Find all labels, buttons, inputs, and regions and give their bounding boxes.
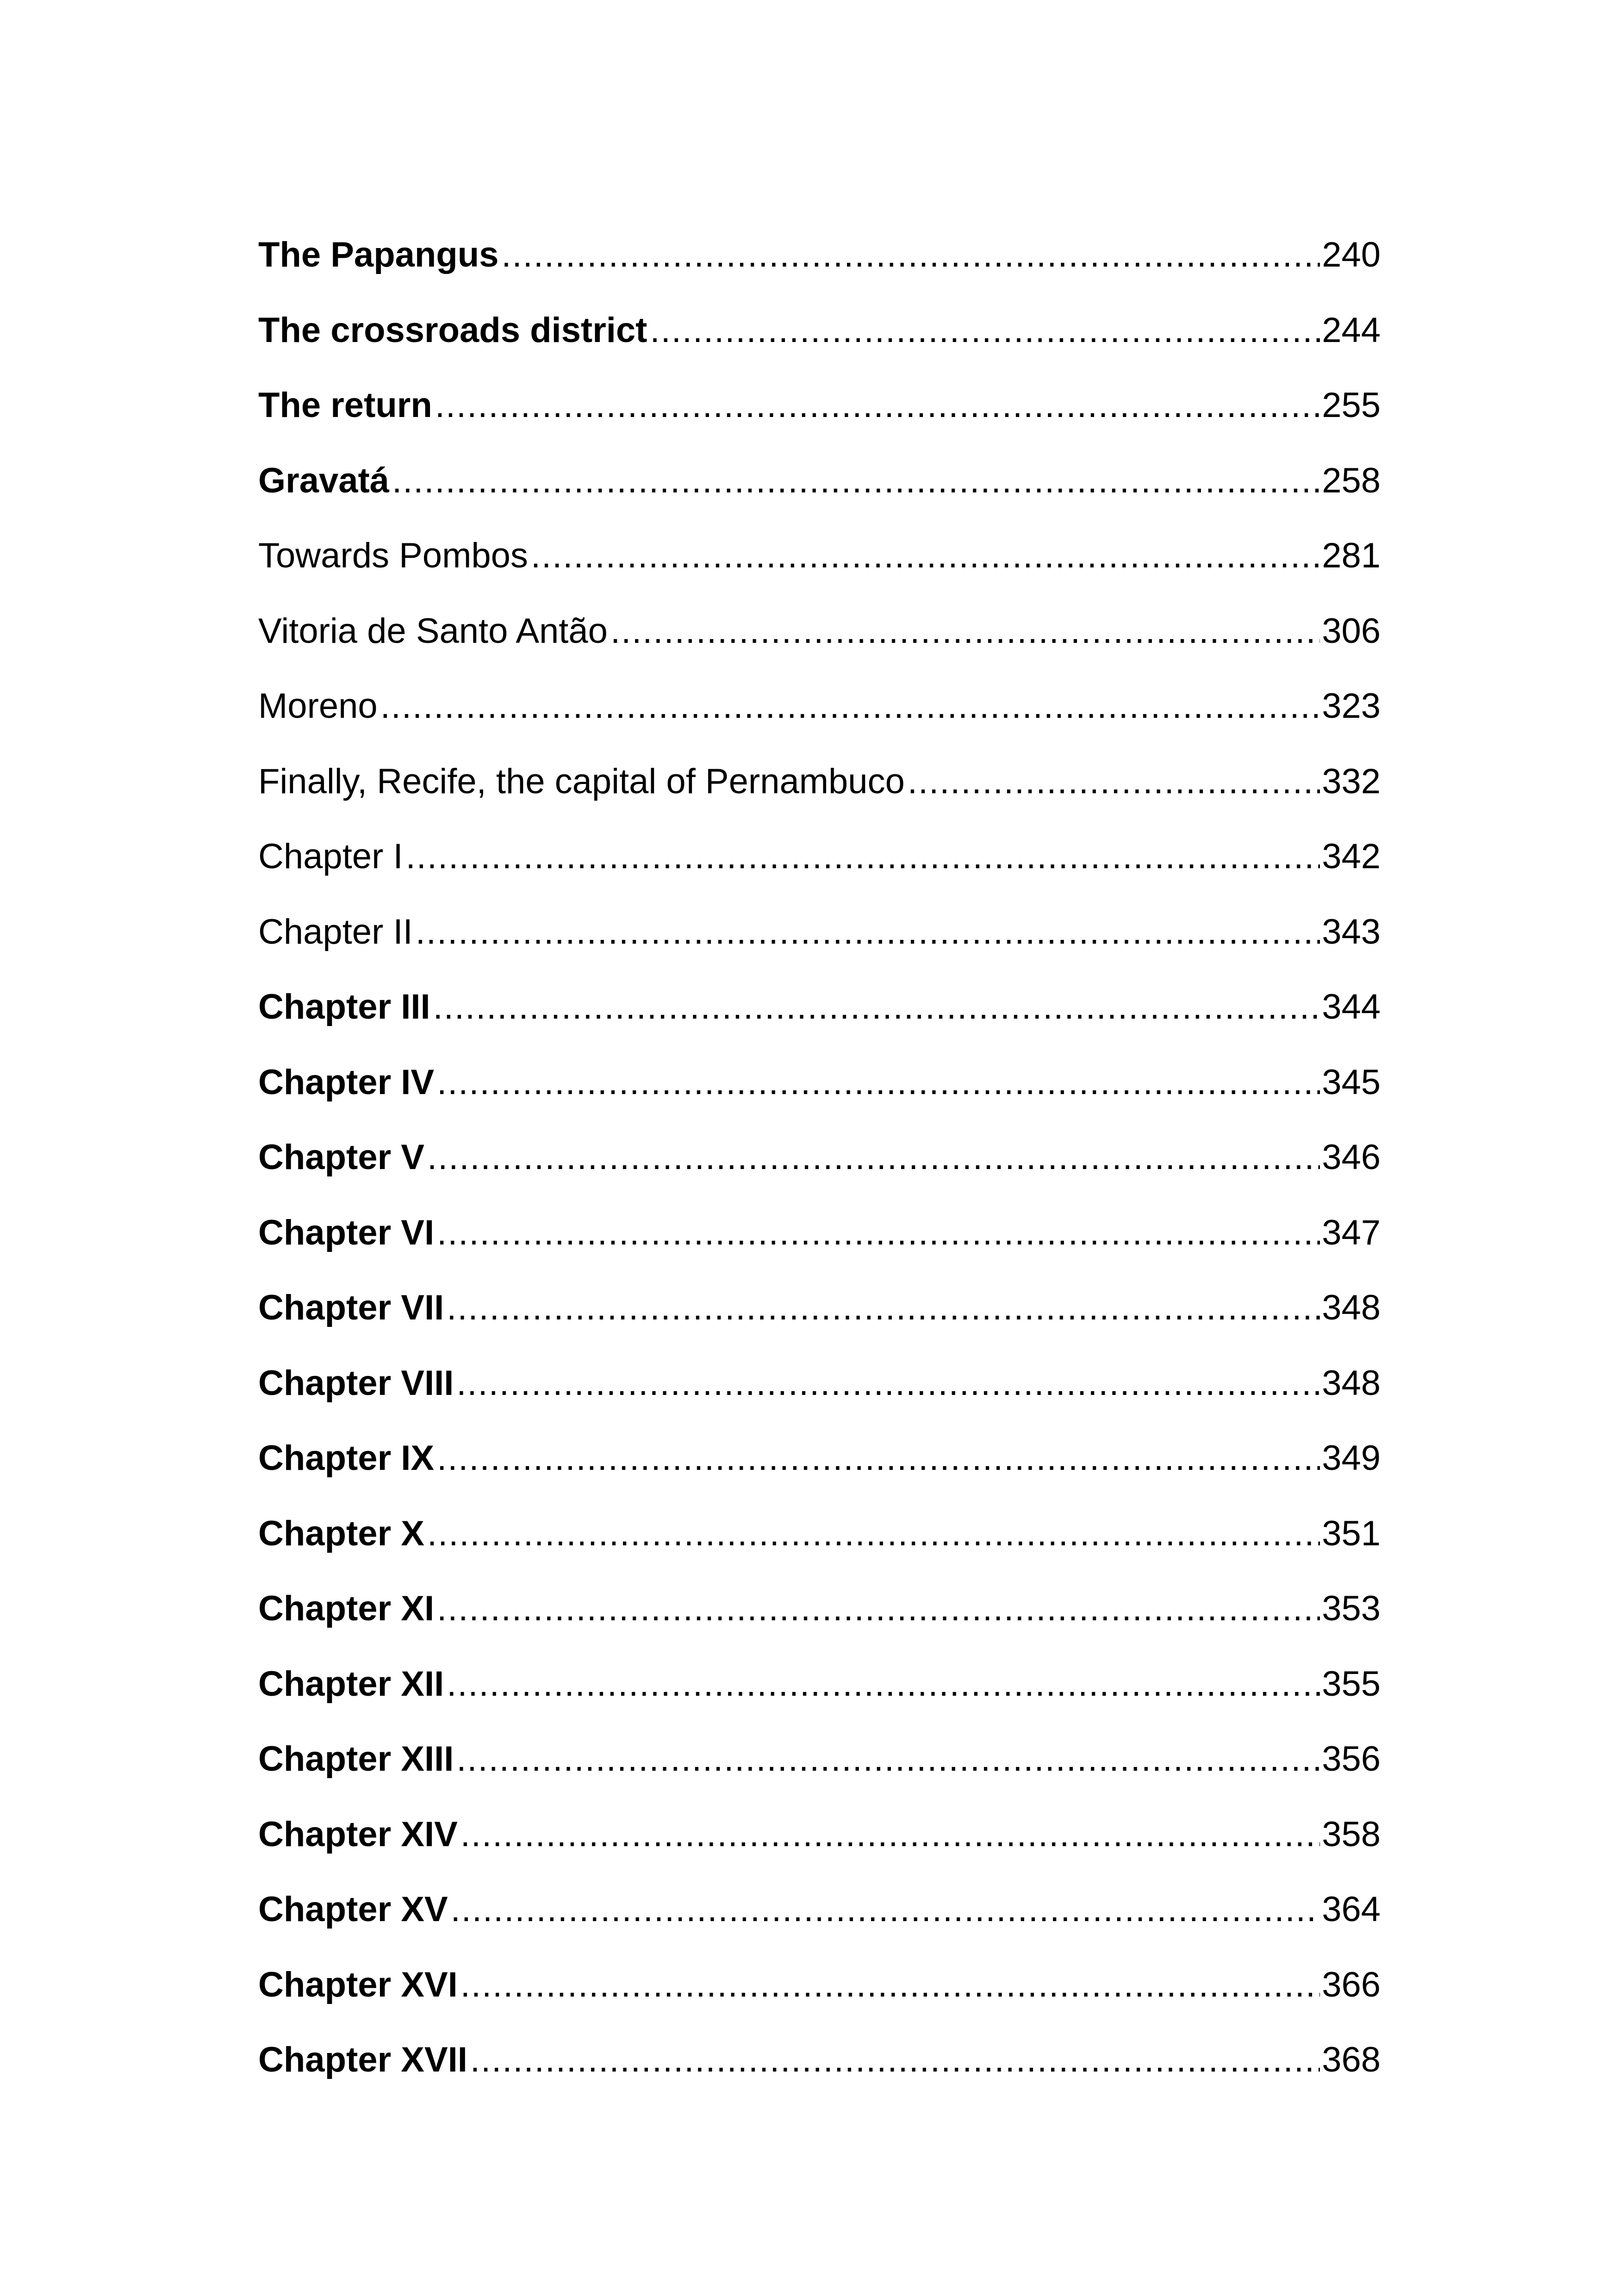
toc-entry-page: 351 [1322,1513,1381,1553]
toc-entry-title: Chapter VII [258,1288,444,1328]
toc-entry-title: The return [258,386,432,425]
toc-entry-page: 346 [1322,1138,1381,1177]
dot-leader [416,915,1320,950]
toc-entry-title: Chapter III [258,987,430,1027]
toc-entry[interactable] [258,1496,1381,1572]
dot-leader [456,1366,1320,1401]
dot-leader [380,689,1320,724]
toc-entry-page: 244 [1322,310,1381,350]
toc-entry[interactable] [258,1647,1381,1722]
toc-entry-page: 281 [1322,536,1381,576]
dot-leader [451,1892,1320,1927]
toc-entry-title: Chapter VIII [258,1363,454,1403]
dot-leader [610,614,1320,649]
table-of-contents [258,218,1381,2098]
dot-leader [470,2042,1320,2078]
toc-entry-page: 258 [1322,460,1381,500]
toc-entry[interactable] [258,1722,1381,1797]
toc-entry-title: Chapter X [258,1513,424,1553]
toc-entry-title: Chapter XIV [258,1814,458,1854]
toc-entry[interactable] [258,518,1381,594]
toc-entry[interactable] [258,669,1381,744]
toc-entry-page: 364 [1322,1890,1381,1929]
toc-entry-title: Chapter V [258,1138,424,1177]
toc-entry[interactable] [258,895,1381,970]
toc-entry-title: Towards Pombos [258,536,528,576]
dot-leader [433,989,1320,1025]
dot-leader [437,1065,1320,1100]
toc-entry[interactable] [258,368,1381,443]
toc-entry-page: 356 [1322,1739,1381,1779]
toc-entry-title: Chapter I [258,837,403,877]
dot-leader [406,839,1320,874]
toc-entry-page: 240 [1322,235,1381,275]
toc-entry[interactable] [258,1571,1381,1647]
toc-entry-page: 368 [1322,2040,1381,2080]
toc-entry[interactable] [258,1270,1381,1346]
dot-leader [650,313,1320,348]
toc-entry-title: Moreno [258,686,378,726]
toc-entry-title: Chapter II [258,912,413,952]
toc-entry[interactable] [258,1421,1381,1496]
toc-entry[interactable] [258,1045,1381,1120]
dot-leader [427,1516,1320,1551]
toc-entry-title: Chapter XI [258,1589,435,1629]
dot-leader [501,237,1320,273]
dot-leader [461,1967,1320,2003]
dot-leader [456,1742,1320,1777]
toc-entry-title: Chapter XV [258,1890,448,1929]
toc-entry-page: 347 [1322,1213,1381,1252]
toc-entry-page: 255 [1322,386,1381,425]
toc-entry-page: 349 [1322,1438,1381,1478]
toc-entry[interactable] [258,218,1381,293]
toc-entry-page: 343 [1322,912,1381,952]
toc-entry-page: 345 [1322,1062,1381,1102]
toc-entry-page: 353 [1322,1589,1381,1629]
toc-entry[interactable] [258,1346,1381,1421]
dot-leader [447,1290,1320,1325]
toc-entry-page: 344 [1322,987,1381,1027]
toc-entry-page: 342 [1322,837,1381,877]
dot-leader [447,1667,1320,1702]
toc-entry-page: 366 [1322,1965,1381,2004]
toc-entry-title: Chapter XII [258,1664,444,1704]
toc-entry-title: Chapter IV [258,1062,435,1102]
toc-entry-page: 348 [1322,1288,1381,1328]
toc-entry-title: Chapter IX [258,1438,435,1478]
dot-leader [531,538,1320,573]
dot-leader [461,1817,1320,1852]
toc-entry-title: Chapter XVI [258,1965,458,2004]
dot-leader [435,388,1320,423]
dot-leader [908,764,1320,799]
toc-entry[interactable] [258,443,1381,519]
toc-entry-title: The crossroads district [258,310,647,350]
toc-entry[interactable] [258,1120,1381,1195]
toc-entry[interactable] [258,1872,1381,1948]
toc-entry-title: Chapter XVII [258,2040,467,2080]
dot-leader [392,463,1320,498]
toc-entry-title: Gravatá [258,460,390,500]
toc-entry[interactable] [258,744,1381,820]
dot-leader [437,1591,1320,1626]
toc-entry-title: Finally, Recife, the capital of Pernambuco [258,761,905,801]
toc-entry-page: 323 [1322,686,1381,726]
toc-entry-page: 358 [1322,1814,1381,1854]
toc-entry-page: 348 [1322,1363,1381,1403]
toc-entry[interactable] [258,594,1381,669]
toc-entry[interactable] [258,1948,1381,2023]
dot-leader [437,1441,1320,1476]
toc-entry-page: 355 [1322,1664,1381,1704]
toc-entry[interactable] [258,819,1381,895]
toc-entry-title: Chapter VI [258,1213,435,1252]
toc-entry-page: 332 [1322,761,1381,801]
dot-leader [437,1215,1320,1251]
toc-entry[interactable] [258,1195,1381,1271]
toc-entry[interactable] [258,293,1381,368]
toc-entry-page: 306 [1322,611,1381,651]
toc-entry[interactable] [258,2022,1381,2098]
toc-entry-title: Vitoria de Santo Antão [258,611,608,651]
toc-entry-title: The Papangus [258,235,499,275]
toc-entry[interactable] [258,970,1381,1045]
toc-entry[interactable] [258,1797,1381,1873]
dot-leader [427,1140,1320,1175]
toc-entry-title: Chapter XIII [258,1739,454,1779]
